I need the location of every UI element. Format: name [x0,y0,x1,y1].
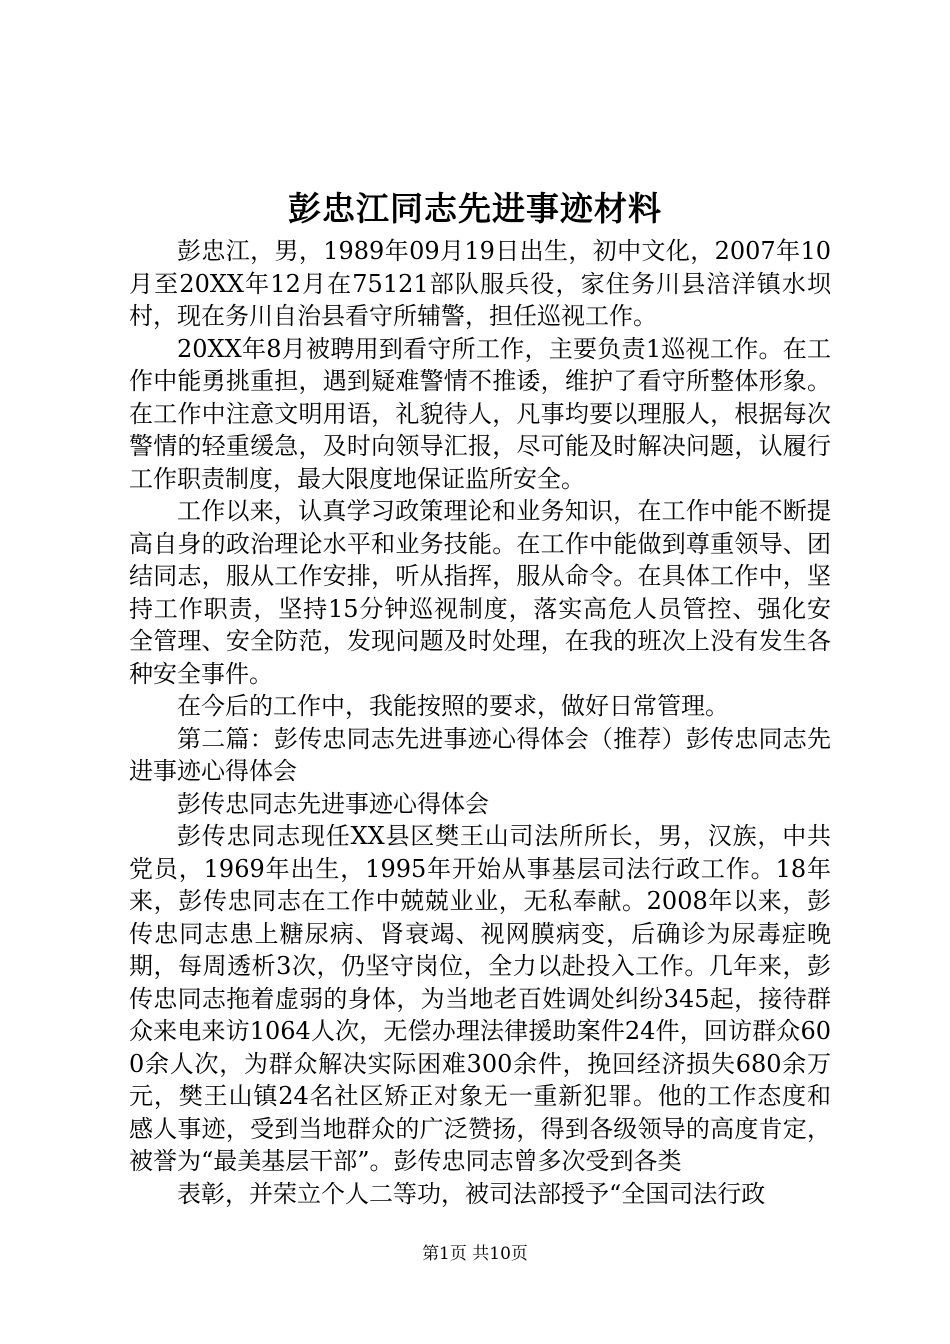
page-number-footer: 第1页 共10页 [422,1244,528,1264]
paragraph: 工作以来，认真学习政策理论和业务知识，在工作中能不断提高自身的政治理论水平和业务技能。在工作中能做到尊重领导、团结同志，服从工作安排，听从指挥，服从命令。在具体工作中，坚持工作职责，坚持15分钟巡视制度，落实高危人员管控、强化安全管理、安全防范，发现问题及时处理，在我的班次上没有发生各种安全事件。 [129,497,831,688]
document-title: 彭忠江同志先进事迹材料 [288,189,662,228]
paragraph: 20XX年8月被聘用到看守所工作，主要负责1巡视工作。在工作中能勇挑重担，遇到疑难警情不推诿，维护了看守所整体形象。在工作中注意文明用语，礼貌待人，凡事均要以理服人，根据每次警情的轻重缓急，及时向领导汇报，尽可能及时解决问题，认履行工作职责制度，最大限度地保证监所安全。 [129,334,831,493]
paragraph: 表彰，并荣立个人二等功，被司法部授予“全国司法行政 [177,1179,766,1208]
paragraph: 第二篇：彭传忠同志先进事迹心得体会（推荐）彭传忠同志先进事迹心得体会 [129,724,831,785]
paragraph: 彭忠江，男，1989年09月19日出生，初中文化，2007年10月至20XX年12月在75121部队服兵役，家住务川县涪洋镇水坝村，现在务川自治县看守所辅警，担任巡视工作。 [129,237,831,330]
paragraph: 彭传忠同志先进事迹心得体会 [177,789,489,818]
paragraph: 在今后的工作中，我能按照的要求，做好日常管理。 [177,692,729,720]
paragraph: 彭传忠同志现任XX县区樊王山司法所所长，男，汉族，中共党员，1969年出生，1995年开始从事基层司法行政工作。18年来，彭传忠同志在工作中兢兢业业，无私奉献。2008年以来，彭传忠同志患上糖尿病、肾衰竭、视网膜病变，后确诊为尿毒症晚期，每周透析3次，仍坚守岗位，全力以赴投入工作。几年来，彭传忠同志拖着虚弱的身体，为当地老百姓调处纠纷345起，接待群众来电来访1064人次，无偿办理法律援助案件24件，回访群众600余人次，为群众解决实际困难300余件，挽回经济损失680余万元，樊王山镇24名社区矫正对象无一重新犯罪。他的工作态度和感人事迹，受到当地群众的广泛赞扬，得到各级领导的高度肯定，被誉为“最美基层干部”。彭传忠同志曾多次受到各类 [129,822,831,1175]
document-body [129,235,831,1210]
